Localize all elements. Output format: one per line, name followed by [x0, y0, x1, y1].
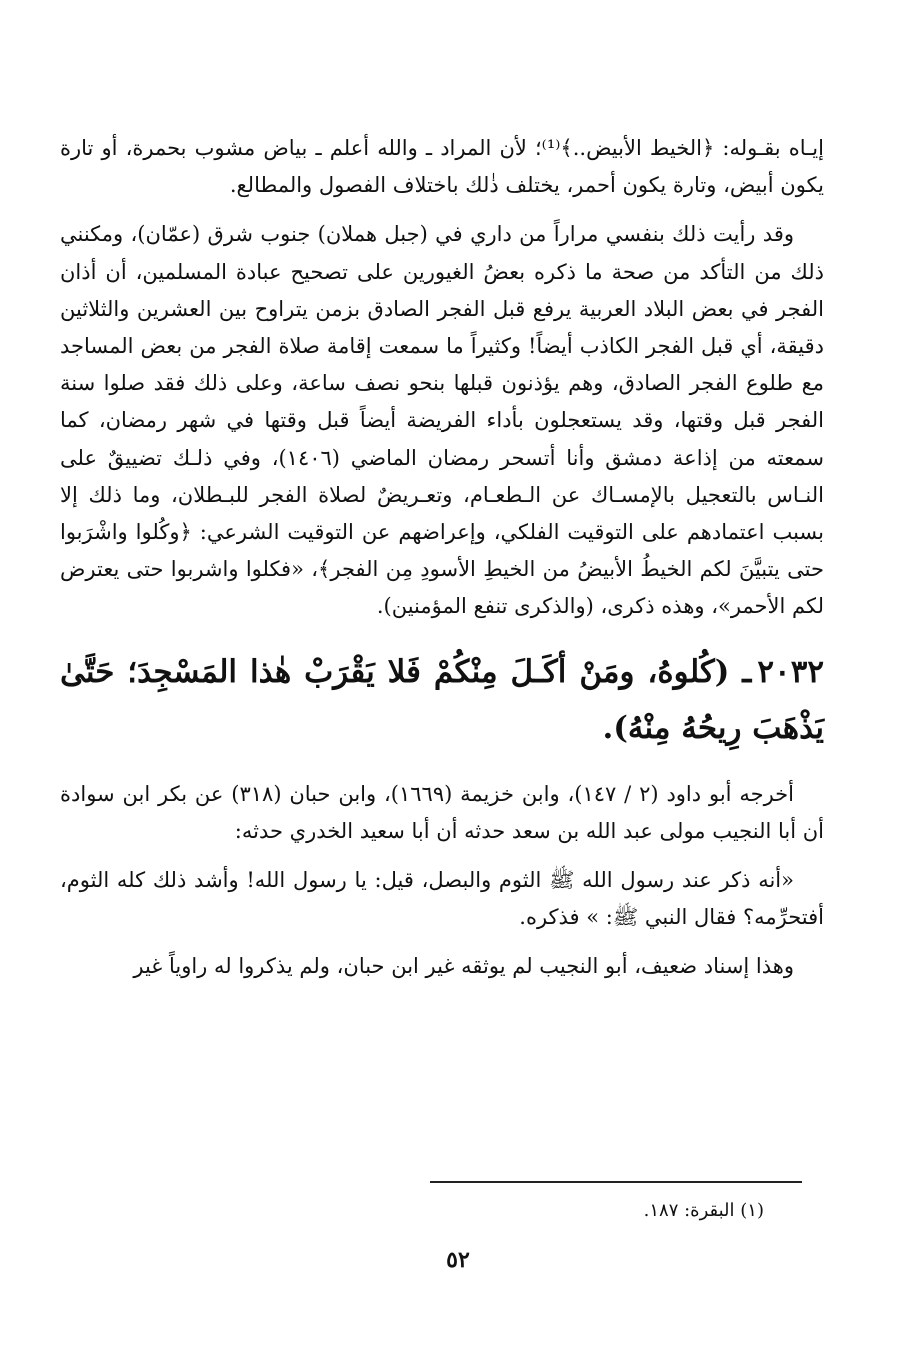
paragraph-fajr-observation: وقد رأيت ذلك بنفسي مراراً من داري في (جبل هملان) جنوب شرق (عمّان)، ومكنني ذلك من التأكد من صحة ما ذكره بعضُ الغيورين على تصحيح عبادة المسلمين، أن أذان الفجر في بعض البلاد العربية يرفع قبل الفجر الصادق بزمن يتراوح بين العشرين والثلاثين دقيقة، أي قبل الفجر الكاذب أيضاً! وكثيراً ما سمعت إقامة صلاة الفجر من بعض المساجد مع طلوع الفجر الصادق، وهم يؤذنون قبلها بنحو نصف ساعة، وعلى ذلك فقد صلوا سنة الفجر قبل وقتها، وقد يستعجلون بأداء الفريضة أيضاً قبل وقتها في شهر رمضان، كما سمعته من إذاعة دمشق وأنا أتسحر رمضان الماضي (١٤٠٦)، وفي ذلـك تضييقٌ على النـاس بالتعجيل بالإمسـاك عن الـطعـام، وتعـريضٌ لصلاة الفجر للبـطلان، وما ذلك إلا بسبب اعتمادهم على التوقيت الفلكي، وإعراضهم عن التوقيت الشرعي: ﴿وكُلوا واشْرَبوا حتى يتبيَّنَ لكم الخيطُ الأبيضُ من الخيطِ الأسودِ مِن الفجر﴾، «فكلوا واشربوا حتى يعترض لكم الأحمر»، وهذه ذكرى، (والذكرى تنفع المؤمنين). [60, 222, 824, 619]
spacer [60, 756, 824, 776]
paragraph-isnad-grading: وهذا إسناد ضعيف، أبو النجيب لم يوثقه غير ابن حبان، ولم يذكروا له راوياً غير [133, 954, 794, 979]
spacer [60, 850, 824, 862]
page-number: ٥٢ [446, 1247, 470, 1273]
paragraph-hadith-context: «أنه ذكر عند رسول الله ﷺ الثوم والبصل، قيل: يا رسول الله! وأشد ذلك كله الثوم، أفتحرِّمه؟ فقال النبي ﷺ: » فذكره. [60, 868, 824, 930]
hadith-heading [60, 644, 824, 756]
paragraph-continuation: إيـاه بقـوله: ﴿الخيط الأبيض..﴾⁽¹⁾؛ لأن المراد ـ والله أعلم ـ بياض مشوب بحمرة، أو تارة يكون أبيض، وتارة يكون أحمر، يختلف ذٰلك باختلاف الفصول والمطالع. [60, 136, 824, 198]
spacer [60, 626, 824, 644]
footnote: (١) البقرة: ١٨٧. [643, 1200, 764, 1221]
footnote-divider [430, 1181, 802, 1183]
spacer [60, 204, 824, 216]
spacer [60, 936, 824, 948]
hadith-number: ٢٠٣٢ [757, 653, 824, 690]
paragraph-takhrij: أخرجه أبو داود (٢ / ١٤٧)، وابن خزيمة (١٦٦٩)، وابن حبان (٣١٨) عن بكر ابن سوادة أن أبا النجيب مولى عبد الله بن سعد حدثه أن أبا سعيد الخدري حدثه: [60, 781, 824, 843]
page-body [60, 130, 824, 986]
hadith-text: ـ (كُلوهُ، ومَنْ أكَـلَ مِنْكُمْ فَلا يَقْرَبْ هٰذا المَسْجِدَ؛ حَتَّىٰ يَذْهَبَ رِيحُهُ مِنْهُ). [60, 653, 824, 746]
